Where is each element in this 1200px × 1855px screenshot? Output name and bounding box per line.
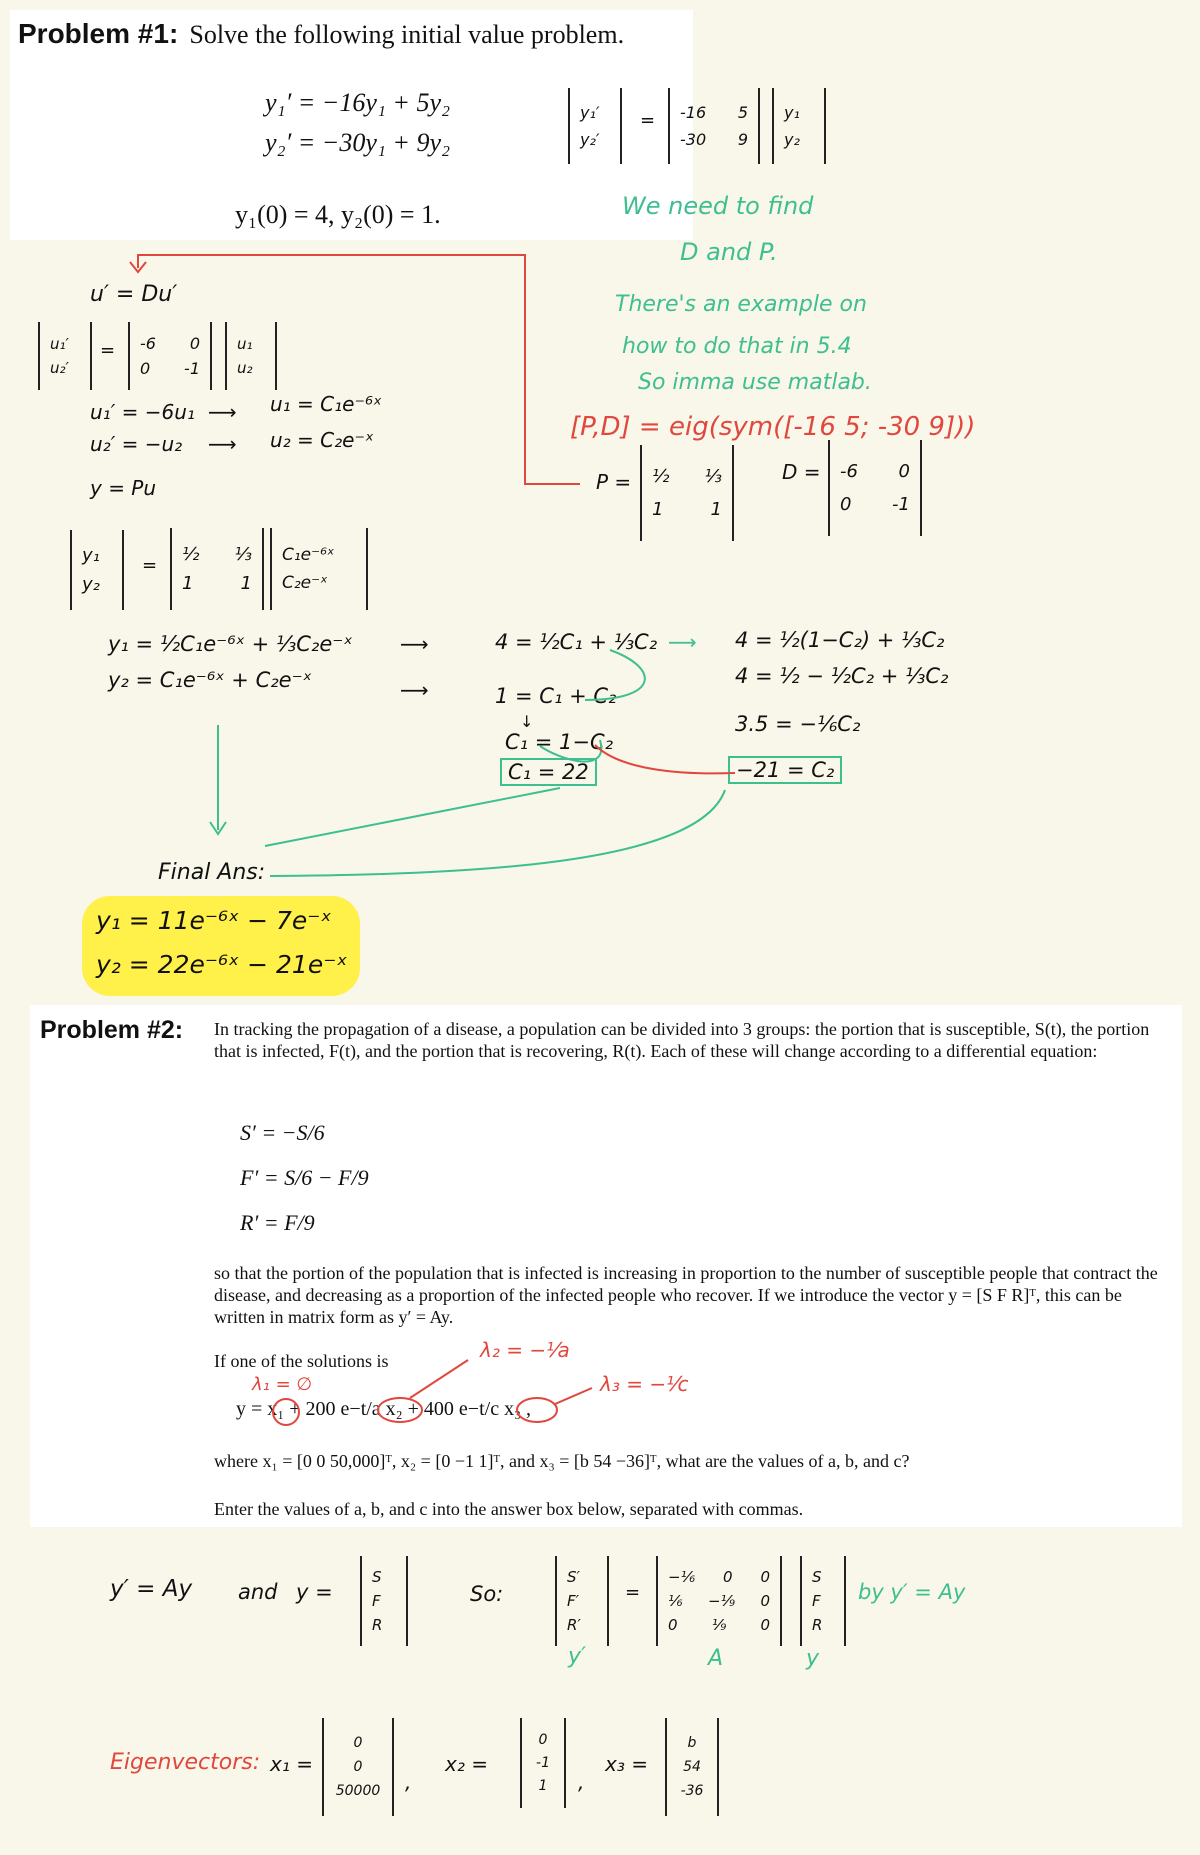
matrix-entry: 0 bbox=[760, 1591, 770, 1610]
P-label: P = bbox=[596, 470, 632, 494]
problem2-title: Problem #2: bbox=[40, 1016, 184, 1044]
vec-entry: R′ bbox=[567, 1615, 581, 1634]
matrix-entry: 1 bbox=[240, 573, 252, 594]
note-example-2: how to do that in 5.4 bbox=[622, 334, 852, 359]
down-arrow-icon: ↓ bbox=[520, 712, 534, 731]
A-matrix bbox=[656, 1556, 782, 1646]
equals-sign: = bbox=[100, 340, 116, 361]
vec-entry: -36 bbox=[680, 1783, 704, 1800]
matrix-entry: 9 bbox=[737, 129, 748, 149]
x2-vector bbox=[520, 1718, 566, 1808]
vec-entry: u₁ bbox=[237, 335, 253, 353]
y2-expression: y₂ = C₁e⁻⁶ˣ + C₂e⁻ˣ bbox=[108, 668, 312, 692]
and-text: and bbox=[238, 1580, 278, 1604]
equals-sign: = bbox=[142, 555, 158, 576]
note-need-find: We need to find bbox=[622, 192, 814, 220]
red-arrow-line bbox=[555, 1388, 592, 1404]
problem1-eq1: y₁′ = −16y₁ + 5y₂ bbox=[265, 88, 451, 117]
arrow-icon: ⟶ bbox=[400, 632, 429, 656]
vec-entry: y₂′ bbox=[580, 129, 600, 149]
matrix-entry: ⅓ bbox=[234, 544, 252, 565]
vec-entry: C₁e⁻⁶ˣ bbox=[282, 544, 335, 565]
vec-entry: y₂ bbox=[82, 573, 100, 595]
vec-entry: S′ bbox=[567, 1568, 580, 1587]
matrix-entry: -6 bbox=[140, 334, 156, 354]
vec-entry: u₂ bbox=[237, 359, 253, 377]
x3-label: x₃ = bbox=[605, 1752, 648, 1776]
vec-entry: b bbox=[687, 1734, 697, 1751]
matrix-entry: ½ bbox=[182, 544, 200, 565]
vec-entry: 1 bbox=[538, 1777, 548, 1794]
matrix-entry: 0 bbox=[723, 1568, 733, 1587]
vec-entry: u₁′ bbox=[50, 335, 69, 353]
y-prime-ay: y′ = Ay bbox=[110, 1576, 193, 1602]
vec-entry: 0 bbox=[538, 1732, 548, 1749]
teal-curve bbox=[540, 740, 601, 762]
vec-entry: F bbox=[812, 1591, 821, 1610]
sfr-vector-2 bbox=[800, 1556, 846, 1646]
problem1-title: Problem #1: bbox=[18, 18, 179, 49]
vec-entry: y₁ bbox=[784, 103, 800, 123]
lambda2-note: λ₂ = −⅟a bbox=[480, 1338, 570, 1362]
final-answer-y2: y₂ = 22e⁻⁶ˣ − 21e⁻ˣ bbox=[96, 950, 348, 979]
matrix-entry: -1 bbox=[184, 358, 200, 378]
red-arrow-line bbox=[138, 255, 580, 484]
matrix-entry: 0 bbox=[140, 358, 151, 378]
eigenvectors-label: Eigenvectors: bbox=[110, 1750, 261, 1775]
sfr-vector bbox=[360, 1556, 408, 1646]
vec-entry: 50000 bbox=[335, 1783, 381, 1800]
u-equation: u′ = Du′ bbox=[90, 282, 178, 307]
vec-entry: S bbox=[812, 1568, 822, 1587]
matrix-entry: −⅑ bbox=[707, 1591, 736, 1610]
D-label: D = bbox=[782, 460, 821, 484]
so-label: So: bbox=[470, 1582, 504, 1606]
note-example-3: So imma use matlab. bbox=[638, 370, 872, 395]
y-equals-Pu: y = Pu bbox=[90, 476, 157, 500]
label-A: A bbox=[708, 1646, 724, 1671]
u2-solution: u₂ = C₂e⁻ˣ bbox=[270, 428, 374, 452]
vec-entry: R bbox=[372, 1615, 383, 1634]
solution-intro: If one of the solutions is bbox=[214, 1351, 389, 1371]
arrow-icon: ⟶ bbox=[668, 630, 697, 654]
matrix-entry: 0 bbox=[189, 334, 200, 354]
substitution-1: 4 = ½C₁ + ⅓C₂ bbox=[495, 630, 658, 654]
problem2-paragraph: so that the portion of the population that is infected is increasing in proportion to the number of susceptible people that contract the disease, and decreasing as a proportion of the infected people who recover. If we introduce the vector y = [S F R]ᵀ, this can be written in matrix form as y′ = Ay. bbox=[214, 1263, 1158, 1327]
u2-ode: u₂′ = −u₂ bbox=[90, 432, 183, 456]
problem1-prompt: Solve the following initial value problem. bbox=[189, 20, 625, 49]
algebra-step-3: 3.5 = −⅙C₂ bbox=[735, 712, 861, 736]
vec-entry: S bbox=[372, 1568, 382, 1587]
red-ellipse bbox=[378, 1398, 422, 1422]
vec-entry: C₂e⁻ˣ bbox=[282, 573, 328, 594]
equals-sign: = bbox=[625, 1582, 641, 1603]
vec-entry: 0 bbox=[353, 1734, 363, 1751]
vec-entry: 0 bbox=[353, 1758, 363, 1775]
u1-ode: u₁′ = −6u₁ bbox=[90, 400, 195, 424]
y-equals: y = bbox=[296, 1580, 333, 1604]
matrix-entry: 1 bbox=[652, 498, 664, 520]
matrix-entry: 0 bbox=[760, 1568, 770, 1587]
sfr-prime-vector bbox=[555, 1556, 609, 1646]
matrix-entry: -16 bbox=[680, 103, 707, 123]
vec-entry: y₁ bbox=[82, 545, 100, 567]
arrow-icon: ⟶ bbox=[208, 432, 237, 456]
comma: , bbox=[405, 1770, 412, 1794]
problem2-enter: Enter the values of a, b, and c into the answer box below, separated with commas. bbox=[214, 1499, 804, 1519]
matrix-entry: 0 bbox=[668, 1615, 678, 1634]
label-y-prime: y′ bbox=[568, 1644, 587, 1669]
vec-entry: y₂ bbox=[784, 129, 800, 149]
algebra-step-2: 4 = ½ − ½C₂ + ⅓C₂ bbox=[735, 664, 949, 688]
matrix-entry: 0 bbox=[840, 493, 852, 515]
lambda3-note: λ₃ = −⅟c bbox=[600, 1372, 689, 1396]
final-answer-label: Final Ans: bbox=[158, 860, 266, 885]
x1-vector bbox=[322, 1718, 394, 1816]
vec-entry: R bbox=[812, 1615, 823, 1634]
matlab-command: [P,D] = eig(sym([-16 5; -30 9])) bbox=[570, 412, 976, 442]
teal-line bbox=[265, 788, 560, 846]
ode-R: R′ = F/9 bbox=[240, 1210, 315, 1235]
x1-label: x₁ = bbox=[270, 1752, 313, 1776]
vec-entry: y₁′ bbox=[580, 103, 600, 123]
lambda1-note: λ₁ = ∅ bbox=[252, 1374, 313, 1395]
vec-entry: F bbox=[372, 1591, 381, 1610]
ode-S: S′ = −S/6 bbox=[240, 1120, 325, 1145]
c1-relation: C₁ = 1−C₂ bbox=[505, 730, 614, 754]
label-y: y bbox=[806, 1646, 820, 1671]
x3-vector bbox=[665, 1718, 719, 1816]
final-answer-y1: y₁ = 11e⁻⁶ˣ − 7e⁻ˣ bbox=[96, 906, 332, 935]
teal-curve bbox=[585, 650, 645, 700]
note-d-and-p: D and P. bbox=[680, 238, 778, 266]
matrix-entry: −⅙ bbox=[668, 1568, 696, 1587]
comma: , bbox=[578, 1770, 585, 1794]
matrix-entry: 0 bbox=[760, 1615, 770, 1634]
problem2-where: where x₁ = [0 0 50,000]ᵀ, x₂ = [0 −1 1]ᵀ, and x₃ = [b 54 −36]ᵀ, what are the values of a, b, and c? bbox=[214, 1451, 910, 1471]
problem2-intro: In tracking the propagation of a disease, a population can be divided into 3 groups: the portion that is susceptible, S(t), the portion that is infected, F(t), and the portion that is recovering, R(t). Each of these will change according to a differential equation: bbox=[214, 1019, 1150, 1061]
matrix-entry: ½ bbox=[652, 466, 670, 488]
matrix-entry: 1 bbox=[710, 498, 722, 520]
matrix-entry: ⅑ bbox=[711, 1615, 727, 1634]
vec-entry: u₂′ bbox=[50, 359, 69, 377]
equals-sign: = bbox=[640, 110, 656, 131]
matrix-entry: 0 bbox=[898, 461, 910, 483]
matrix-entry: -30 bbox=[680, 129, 707, 149]
x2-label: x₂ = bbox=[445, 1752, 488, 1776]
problem2-annotations bbox=[0, 1330, 1200, 1430]
teal-curve bbox=[270, 790, 725, 876]
problem1-initial-conditions: y₁(0) = 4, y₂(0) = 1. bbox=[235, 200, 441, 229]
vec-entry: -1 bbox=[536, 1754, 550, 1771]
note-example-1: There's an example on bbox=[615, 292, 867, 317]
red-circle bbox=[273, 1399, 299, 1425]
vec-entry: F′ bbox=[567, 1591, 580, 1610]
u1-solution: u₁ = C₁e⁻⁶ˣ bbox=[270, 392, 382, 416]
red-curve bbox=[595, 745, 735, 773]
arrow-icon: ⟶ bbox=[400, 678, 429, 702]
arrow-icon: ⟶ bbox=[208, 400, 237, 424]
ode-F: F′ = S/6 − F/9 bbox=[240, 1165, 369, 1190]
matrix-entry: -6 bbox=[840, 461, 858, 483]
red-ellipse bbox=[517, 1398, 557, 1422]
c2-value: −21 = C₂ bbox=[728, 756, 842, 784]
red-arrow-line bbox=[410, 1360, 468, 1398]
matrix-entry: -1 bbox=[892, 493, 910, 515]
algebra-step-1: 4 = ½(1−C₂) + ⅓C₂ bbox=[735, 628, 945, 652]
matrix-entry: ⅙ bbox=[668, 1591, 683, 1610]
y1-expression: y₁ = ½C₁e⁻⁶ˣ + ⅓C₂e⁻ˣ bbox=[108, 632, 353, 656]
vec-entry: 54 bbox=[683, 1758, 701, 1775]
matrix-entry: ⅓ bbox=[704, 466, 722, 488]
substitution-2: 1 = C₁ + C₂ bbox=[495, 684, 617, 708]
matrix-entry: 5 bbox=[737, 103, 748, 123]
by-y-prime-ay: by y′ = Ay bbox=[858, 1580, 966, 1604]
problem1-eq2: y₂′ = −30y₁ + 9y₂ bbox=[265, 128, 451, 157]
solution-formula: y = x₁ + 200 e−t/a x₂ + 400 e−t/c x₃ , bbox=[236, 1398, 532, 1420]
c1-value: C₁ = 22 bbox=[500, 758, 597, 786]
matrix-entry: 1 bbox=[182, 573, 194, 594]
